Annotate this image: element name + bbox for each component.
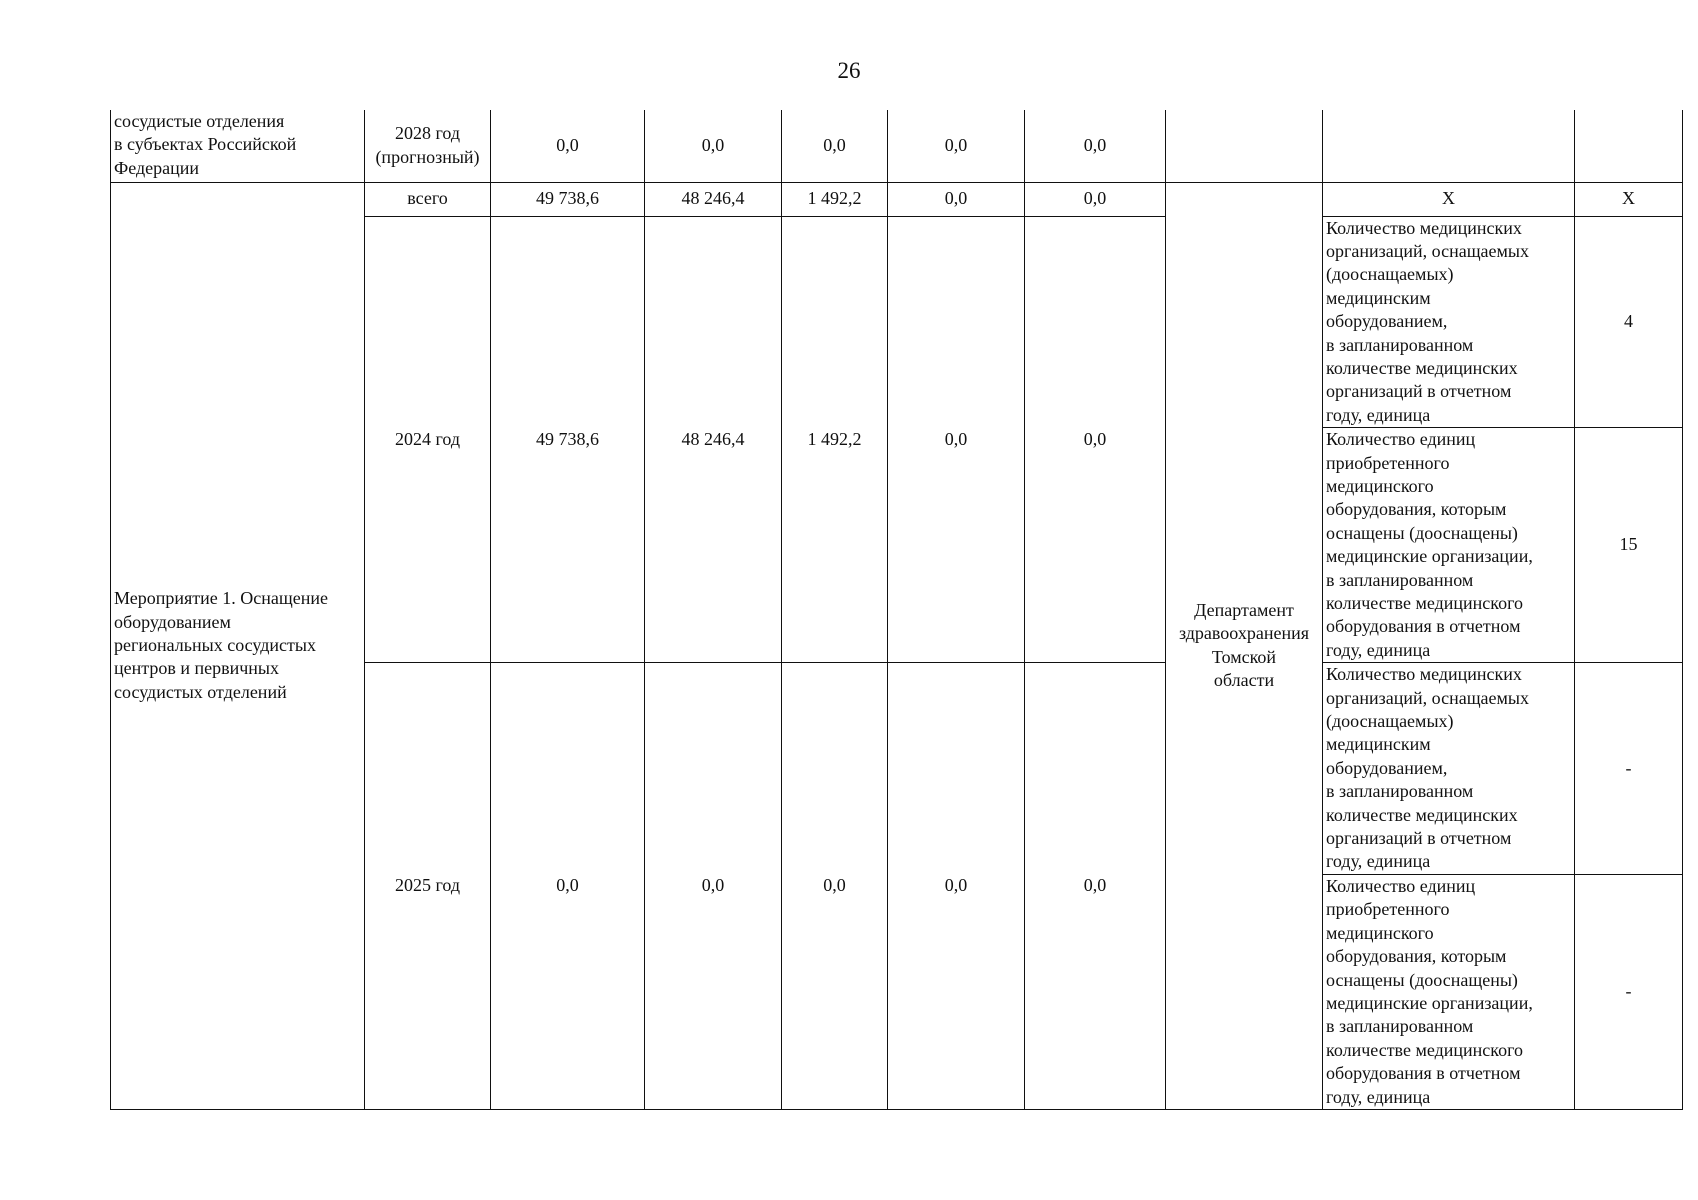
- indicator-value-cell: -: [1575, 874, 1683, 1109]
- indicator-cell: Количество единиц приобретенного медицинского оборудования, которым оснащены (дооснащены) медицинские организации, в запланированном количестве медицинского оборудования в отчетном году, единица: [1323, 428, 1575, 663]
- value-cell: 0,0: [782, 110, 888, 182]
- executor-cell: [1166, 110, 1323, 182]
- value-cell: 0,0: [888, 663, 1025, 1110]
- indicator-value-cell: [1575, 110, 1683, 182]
- table-row: [111, 110, 1683, 182]
- value-cell: 48 246,4: [645, 216, 782, 663]
- indicator-value-cell: 4: [1575, 216, 1683, 428]
- indicator-cell: [1323, 110, 1575, 182]
- table-row: [111, 182, 1683, 216]
- indicator-value-cell: -: [1575, 663, 1683, 875]
- value-cell: 0,0: [888, 216, 1025, 663]
- period-cell: 2024 год: [365, 216, 491, 663]
- measure-name-cell: сосудистые отделения в субъектах Российской Федерации: [111, 110, 365, 182]
- value-cell: 0,0: [491, 110, 645, 182]
- value-cell: 49 738,6: [491, 182, 645, 216]
- indicator-cell: Х: [1323, 182, 1575, 216]
- value-cell: 0,0: [1025, 663, 1166, 1110]
- value-cell: 48 246,4: [645, 182, 782, 216]
- value-cell: 0,0: [1025, 216, 1166, 663]
- value-cell: 0,0: [782, 663, 888, 1110]
- period-cell: всего: [365, 182, 491, 216]
- indicator-cell: Количество медицинских организаций, оснащаемых (дооснащаемых) медицинским оборудованием, в запланированном количестве медицинских организаций в отчетном году, единица: [1323, 663, 1575, 875]
- page-number: 26: [837, 58, 861, 83]
- executor-cell: Департамент здравоохранения Томской области: [1166, 182, 1323, 1109]
- indicator-cell: Количество медицинских организаций, оснащаемых (дооснащаемых) медицинским оборудованием, в запланированном количестве медицинских организаций в отчетном году, единица: [1323, 216, 1575, 428]
- indicator-cell: Количество единиц приобретенного медицинского оборудования, которым оснащены (дооснащены) медицинские организации, в запланированном количестве медицинского оборудования в отчетном году, единица: [1323, 874, 1575, 1109]
- value-cell: 0,0: [645, 110, 782, 182]
- period-cell: 2028 год (прогнозный): [365, 110, 491, 182]
- value-cell: 0,0: [888, 110, 1025, 182]
- value-cell: 0,0: [1025, 110, 1166, 182]
- value-cell: 0,0: [645, 663, 782, 1110]
- indicator-value-cell: Х: [1575, 182, 1683, 216]
- value-cell: 1 492,2: [782, 182, 888, 216]
- value-cell: 0,0: [888, 182, 1025, 216]
- value-cell: 49 738,6: [491, 216, 645, 663]
- value-cell: 0,0: [491, 663, 645, 1110]
- period-cell: 2025 год: [365, 663, 491, 1110]
- indicator-value-cell: 15: [1575, 428, 1683, 663]
- program-table: [110, 110, 1683, 1110]
- value-cell: 0,0: [1025, 182, 1166, 216]
- measure-name-cell: Мероприятие 1. Оснащение оборудованием региональных сосудистых центров и первичных сосудистых отделений: [111, 182, 365, 1109]
- value-cell: 1 492,2: [782, 216, 888, 663]
